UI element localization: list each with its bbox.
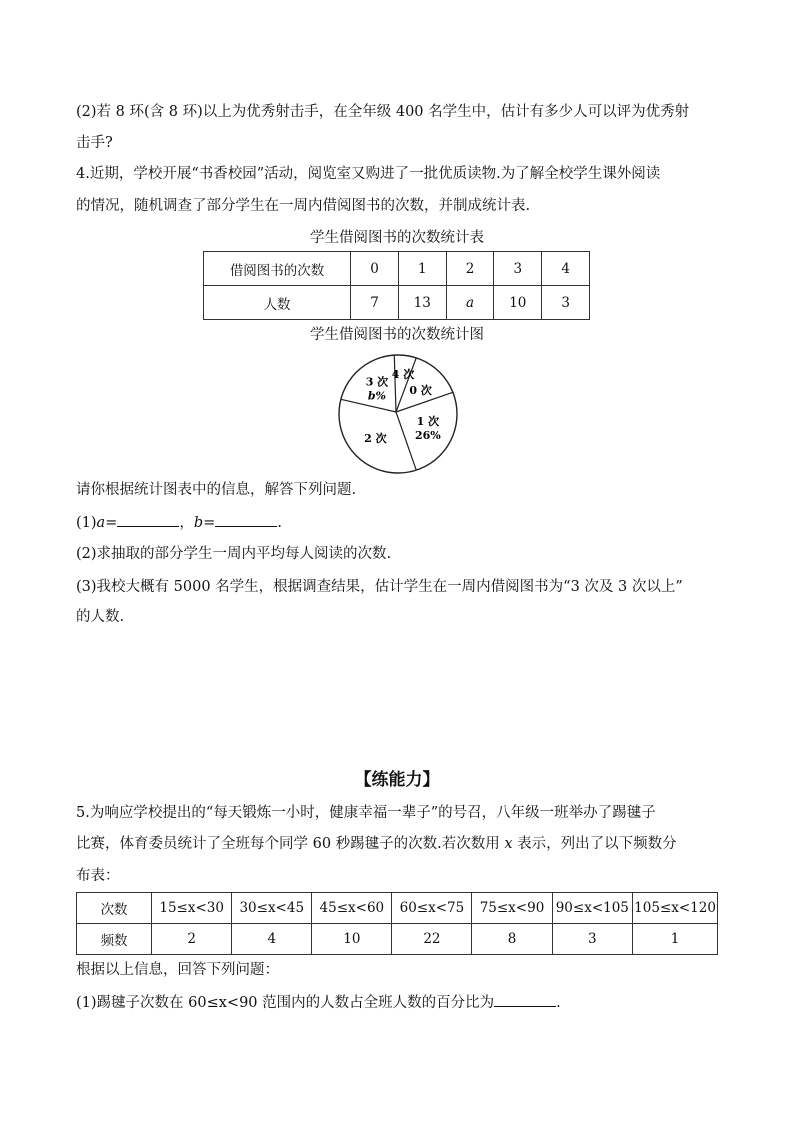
equals-sign: =: [105, 515, 118, 531]
table2-header-cell: 次数: [77, 893, 152, 924]
table2-cell: 频数: [77, 924, 152, 955]
table2-cell: 2: [152, 924, 232, 955]
pie-chart: [333, 349, 463, 479]
table1-cell: 7: [351, 286, 399, 320]
q5-line2-text: 比赛，体育委员统计了全班每个同学 60 秒踢毽子的次数.若次数用: [76, 836, 505, 852]
table2-cell: 1: [633, 924, 718, 955]
pie-slice-label: 1 次: [416, 415, 440, 429]
table1-header-cell: 2: [446, 252, 494, 286]
q5-prompt: 根据以上信息，回答下列问题：: [76, 962, 279, 978]
pie-slice-label: 2 次: [364, 432, 387, 446]
period: .: [556, 995, 561, 1011]
table1-header-row: [204, 252, 590, 286]
chart-caption: 学生借阅图书的次数统计图: [310, 327, 484, 343]
table2-header-cell: 30≤x<45: [232, 893, 312, 924]
comma: ，: [179, 515, 194, 531]
q4-part1: [76, 512, 282, 533]
table2-header-cell: 15≤x<30: [152, 893, 232, 924]
table1-header-cell: 1: [398, 252, 446, 286]
q4-prompt: 请你根据统计图表中的信息，解答下列问题.: [76, 482, 357, 498]
q5-line2-text: 表示，列出了以下频数分: [512, 836, 677, 852]
q4-part1-prefix: (1): [76, 515, 97, 531]
borrow-count-table: [203, 251, 590, 320]
q3-part2-line1: (2)若 8 环(含 8 环)以上为优秀射击手，在全年级 400 名学生中，估计有多少人可以评为优秀射: [76, 104, 690, 120]
q4-line1: 4.近期，学校开展“书香校园”活动，阅览室又购进了一批优质读物.为了解全校学生课外阅读: [76, 166, 661, 182]
frequency-table: [76, 892, 718, 955]
table1-header-cell: 借阅图书的次数: [204, 252, 351, 286]
table1-data-row: [204, 286, 590, 320]
table1-cell: 13: [398, 286, 446, 320]
table2-cell: 4: [232, 924, 312, 955]
variable-x: x: [504, 836, 513, 852]
table2-data-row: [77, 924, 718, 955]
section-title: 【练能力】: [354, 770, 440, 790]
pie-slice-label: 3 次: [365, 375, 389, 389]
answer-blank-a[interactable]: [117, 512, 179, 527]
q5-line1: 5.为响应学校提出的“每天锻炼一小时，健康幸福一辈子”的号召，八年级一班举办了踢毽子: [76, 805, 656, 821]
table1-caption: 学生借阅图书的次数统计表: [310, 230, 484, 246]
q5-line2: [76, 834, 677, 854]
table2-header-cell: 90≤x<105: [552, 893, 633, 924]
table2-header-cell: 75≤x<90: [472, 893, 552, 924]
q4-part3-line1: (3)我校大概有 5000 名学生，根据调查结果，估计学生在一周内借阅图书为“3 次及 3 次以上”: [76, 579, 683, 595]
q4-part3-line2: 的人数.: [76, 609, 125, 625]
table1-cell: 人数: [204, 286, 351, 320]
table2-cell: 22: [392, 924, 472, 955]
period: .: [277, 515, 282, 531]
pie-slice-value-label: 26%: [415, 429, 441, 443]
answer-blank-b[interactable]: [215, 512, 277, 527]
table2-cell: 3: [552, 924, 633, 955]
q4-part2: (2)求抽取的部分学生一周内平均每人阅读的次数.: [76, 546, 392, 562]
answer-blank-percent[interactable]: [494, 992, 556, 1007]
pie-slice-label: 4 次: [391, 368, 415, 382]
table2-cell: 8: [472, 924, 552, 955]
table1-header-cell: 4: [542, 252, 590, 286]
table2-header-cell: 45≤x<60: [312, 893, 392, 924]
equals-sign: =: [203, 515, 216, 531]
table2-cell: 10: [312, 924, 392, 955]
q5-part1-text: (1)踢毽子次数在 60≤x<90 范围内的人数占全班人数的百分比为: [76, 995, 495, 1011]
variable-b: b: [193, 515, 204, 531]
pie-slice-label: 0 次: [409, 383, 432, 397]
table2-header-cell: 60≤x<75: [392, 893, 472, 924]
table1-cell: 10: [494, 286, 542, 320]
q5-part1: [76, 992, 561, 1013]
table1-header-cell: 3: [494, 252, 542, 286]
table2-header-cell: 105≤x<120: [633, 893, 718, 924]
table1-cell: 3: [542, 286, 590, 320]
table2-header-row: [77, 893, 718, 924]
table1-cell-a: a: [446, 286, 494, 320]
table1-header-cell: 0: [351, 252, 399, 286]
pie-slice-value-label: b%: [367, 389, 387, 403]
q3-part2-line2: 击手?: [76, 135, 113, 151]
q4-line2: 的情况，随机调查了部分学生在一周内借阅图书的次数，并制成统计表.: [76, 198, 531, 214]
variable-a: a: [96, 515, 106, 531]
q5-line3: 布表：: [76, 868, 120, 884]
